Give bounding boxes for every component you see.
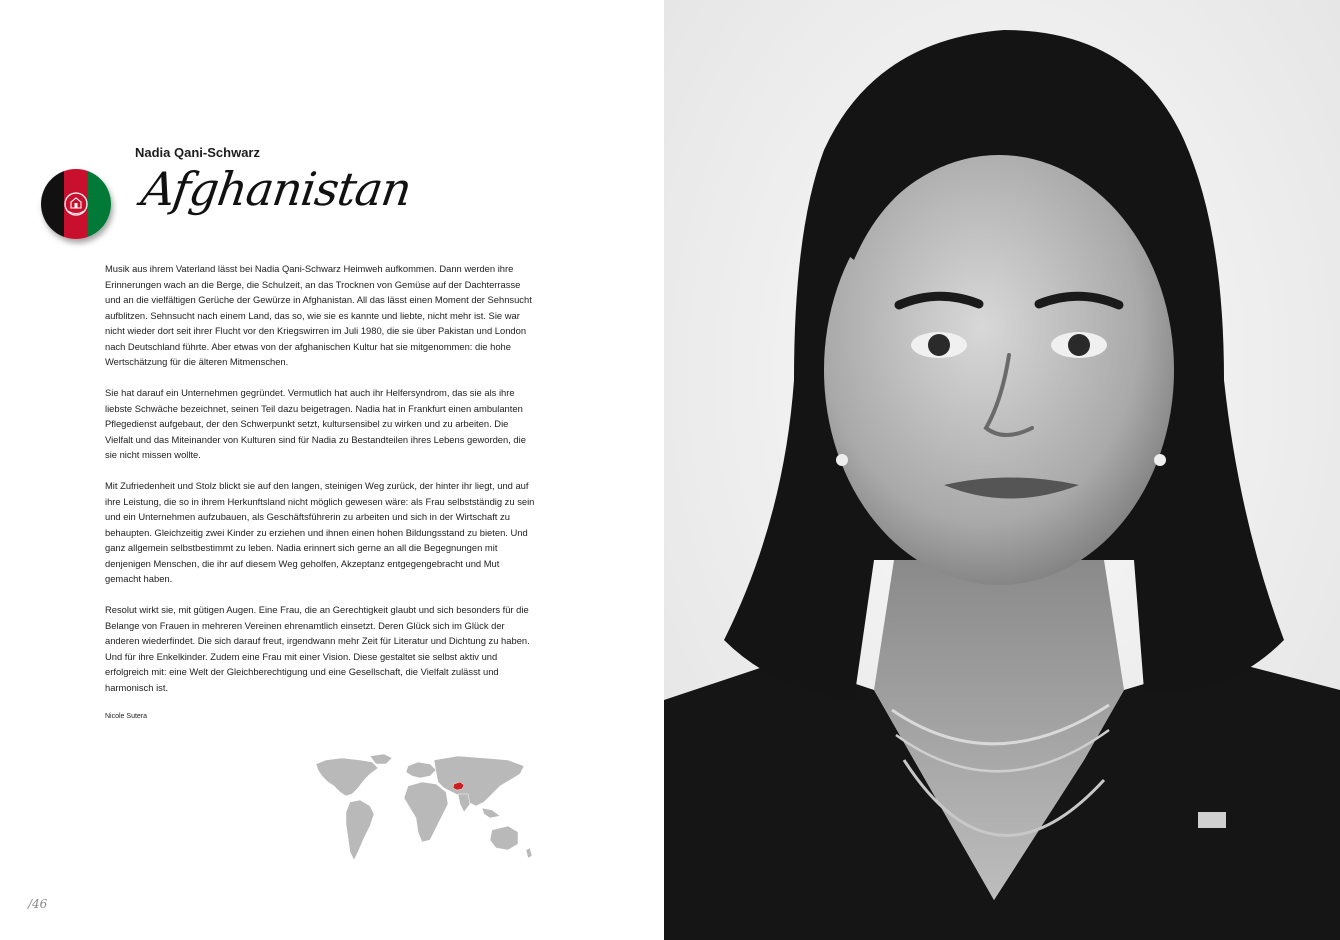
portrait-photo — [664, 0, 1340, 940]
map-greenland — [370, 754, 392, 764]
portrait-page — [664, 0, 1340, 940]
article-paragraph: Musik aus ihrem Vaterland lässt bei Nadia Qani-Schwarz Heimweh aufkommen. Dann werden ihre Erinnerungen wach an die Berge, die Schulzeit, an das Trocknen von Gemüse auf der Dachterrasse und an die vielfältigen Gerüche der Gewürze in Afghanistan. All das lässt einen Moment der Sehnsucht aufblitzen. Sehnsucht nach einem Land, das so, wie sie es kannte und liebte, nicht mehr ist. Sie war nicht wieder dort seit ihrer Flucht vor den Kriegswirren im Juli 1980, die sie über Pakistan und London nach Deutschland führte. Aber etwas von der afghanischen Kultur hat sie mitgenommen: die hohe Wertschätzung für die älteren Mitmenschen. — [105, 263, 532, 367]
article-paragraph: Mit Zufriedenheit und Stolz blickt sie auf den langen, steinigen Weg zurück, der hinter ihr liegt, und auf ihre Leistung, die so in ihrem Herkunftsland nicht möglich gewesen wäre: als Frau selbstständig zu sein und ein Unternehmen aufzubauen, als Geschäftsführerin zu arbeiten und sich in der Wirtschaft zu behaupten. Gleichzeitig zwei Kinder zu erziehen und ihnen einen hohen Bildungsstand zu bieten. Und ganz allgemein selbstbestimmt zu leben. Nadia erinnert sich gerne an all die Begegnungen mit denjenigen Menschen, die ihr auf diesem Weg geholfen, Akzeptanz entgegengebracht und Mut gemacht haben. — [105, 480, 535, 584]
article-paragraph: Sie hat darauf ein Unternehmen gegründet. Vermutlich hat auch ihr Helfersyndrom, das sie als ihre liebste Schwäche bezeichnet, seinen Teil dazu beigetragen. Nadia hat in Frankfurt einen ambulanten Pflegedienst aufgebaut, der den Schwerpunkt setzt, kultursensibel zu wirken und zu arbeiten. Die Vielfalt und das Miteinander von Kulturen sind für Nadia zu Bestandteilen ihres Lebens geworden, die sie nicht missen wollte. — [105, 387, 526, 460]
afghan-emblem-icon — [63, 190, 89, 218]
world-map — [312, 752, 536, 870]
map-africa — [404, 782, 448, 842]
left-page — [0, 0, 664, 940]
article-author: Nicole Sutera — [105, 713, 148, 720]
person-name: Nadia Qani-Schwarz — [135, 145, 260, 160]
map-south-america — [346, 800, 374, 860]
map-asia — [434, 756, 524, 806]
article-paragraph: Resolut wirkt sie, mit gütigen Augen. Eine Frau, die an Gerechtigkeit glaubt und sich besonders für die Belange von Frauen in mehreren Vereinen ehrenamtlich einsetzt. Deren Glück sich im Glück der anderen wiederfindet. Die sich darauf freut, irgendwann mehr Zeit für Literatur und Dichtung zu haben. Und für ihre Enkelkinder. Zudem eine Frau mit einer Vision. Diese gestaltet sie selbst aktiv und erfolgreich mit: eine Welt der Gleichberechtigung und eine Gesellschaft, die Vielfalt zulässt und harmonisch ist. — [105, 604, 530, 693]
afghanistan-flag-badge — [41, 169, 111, 239]
page-number: /46 — [28, 897, 48, 911]
flag-stripe-black — [41, 169, 64, 239]
map-europe — [406, 762, 436, 778]
map-australia — [490, 826, 518, 850]
map-southeast-asia — [482, 808, 500, 818]
portrait-face — [824, 155, 1174, 585]
article-body — [105, 261, 537, 711]
country-title: Afghanistan — [138, 162, 415, 216]
flag-stripe-green — [88, 169, 111, 239]
map-north-america — [316, 758, 378, 796]
map-india — [458, 794, 470, 812]
map-new-zealand — [526, 848, 532, 858]
